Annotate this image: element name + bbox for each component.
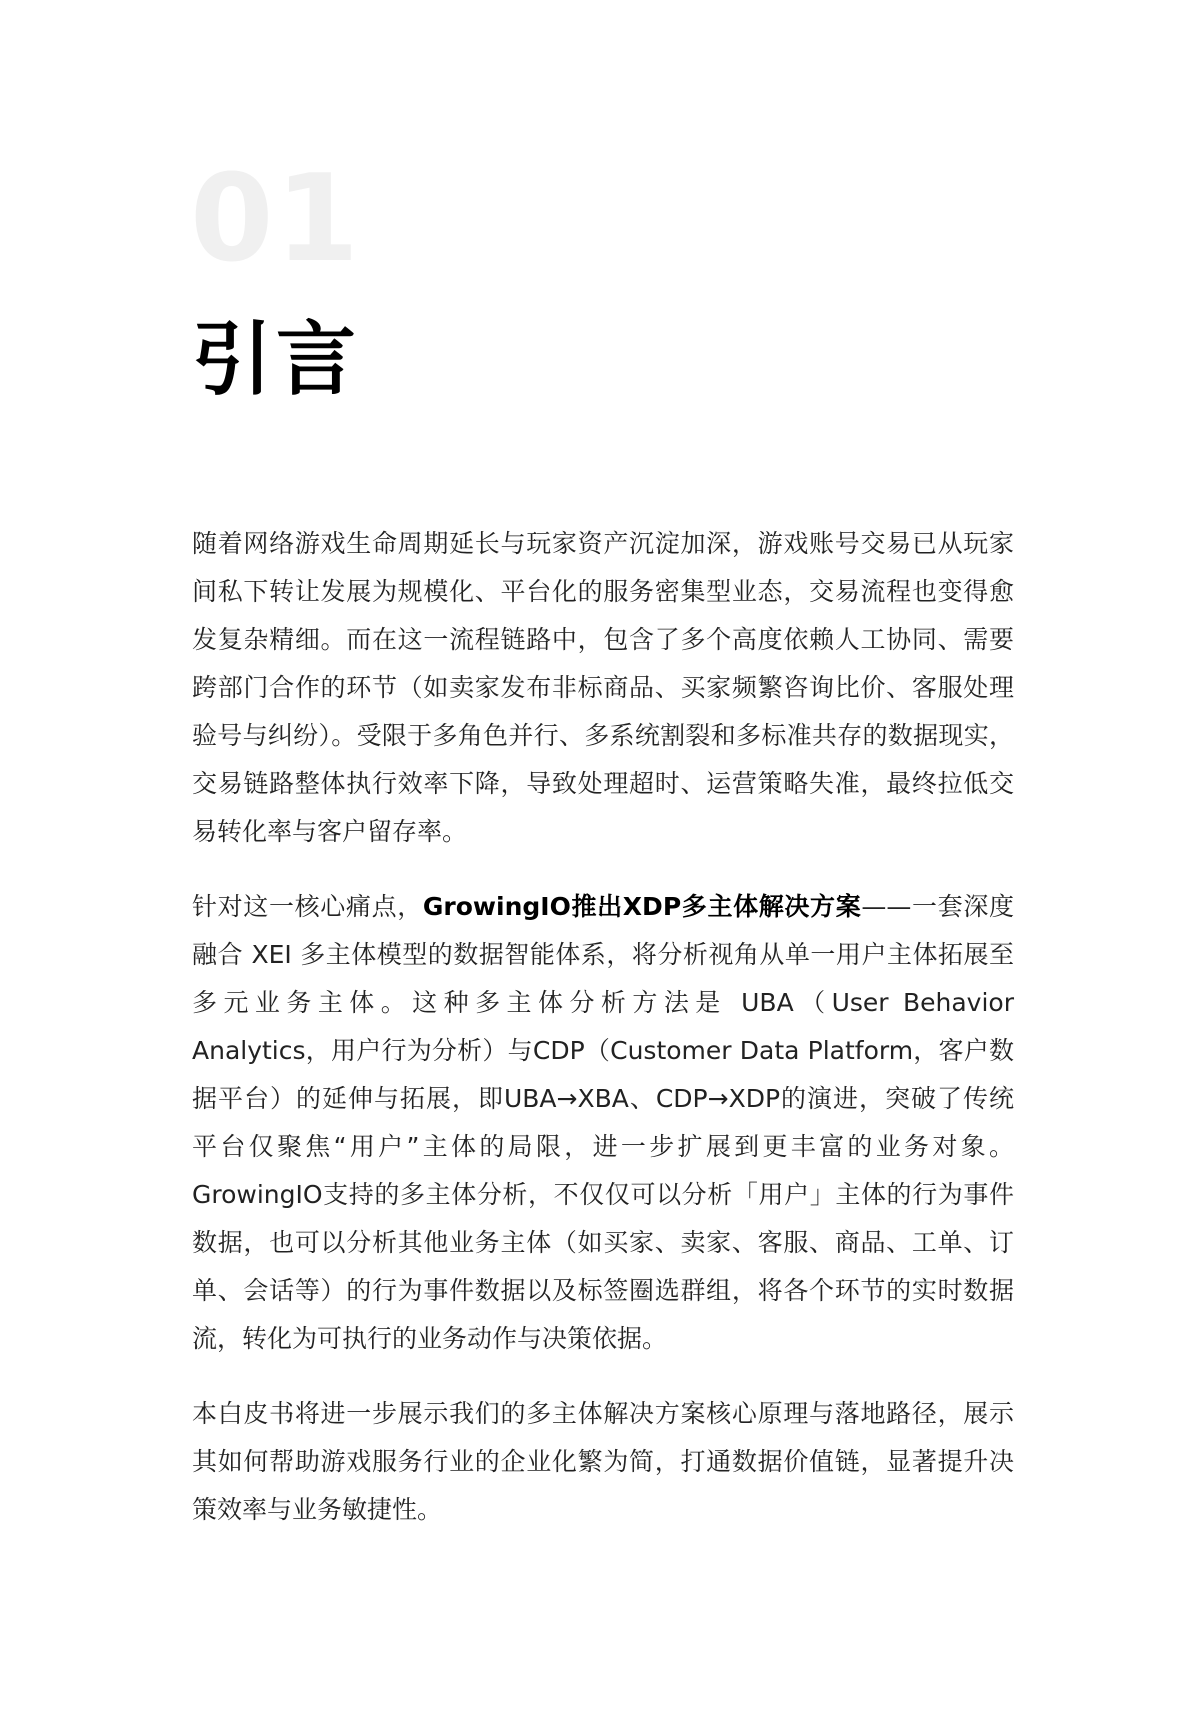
chapter-number: 01 [190, 150, 361, 289]
chapter-title: 引言 [192, 313, 360, 406]
paragraph-text: 随着网络游戏生命周期延长与玩家资产沉淀加深，游戏账号交易已从玩家间私下转让发展为规模化、平台化的服务密集型业态，交易流程也变得愈发复杂精细。而在这一流程链路中，包含了多个高度依赖人工协同、需要跨部门合作的环节（如卖家发布非标商品、买家频繁咨询比价、客服处理验号与纠纷）。受限于多角色并行、多系统割裂和多标准共存的数据现实，交易链路整体执行效率下降，导致处理超时、运营策略失准，最终拉低交易转化率与客户留存率。 [192, 529, 1014, 846]
body-content [192, 520, 1014, 1561]
paragraph-text: 本白皮书将进一步展示我们的多主体解决方案核心原理与落地路径，展示其如何帮助游戏服务行业的企业化繁为简，打通数据价值链，显著提升决策效率与业务敏捷性。 [192, 1399, 1014, 1524]
paragraph-text: ——一套深度融合 XEI 多主体模型的数据智能体系，将分析视角从单一用户主体拓展至多元业务主体。这种多主体分析方法是 UBA（User Behavior Analytics，用户行为分析）与CDP（Customer Data Platform，客户数据平台）的延伸与拓展，即UBA→XBA、CDP→XDP的演进，突破了传统平台仅聚焦“用户”主体的局限，进一步扩展到更丰富的业务对象。GrowingIO支持的多主体分析，不仅仅可以分析「用户」主体的行为事件数据，也可以分析其他业务主体（如买家、卖家、客服、商品、工单、订单、会话等）的行为事件数据以及标签圈选群组，将各个环节的实时数据流，转化为可执行的业务动作与决策依据。 [192, 892, 1014, 1353]
paragraph-summary [192, 1390, 1014, 1534]
paragraph-lead: 针对这一核心痛点， [192, 892, 423, 921]
solution-highlight: GrowingIO推出XDP多主体解决方案 [422, 892, 862, 921]
paragraph-background [192, 520, 1014, 856]
paragraph-solution [192, 883, 1014, 1363]
